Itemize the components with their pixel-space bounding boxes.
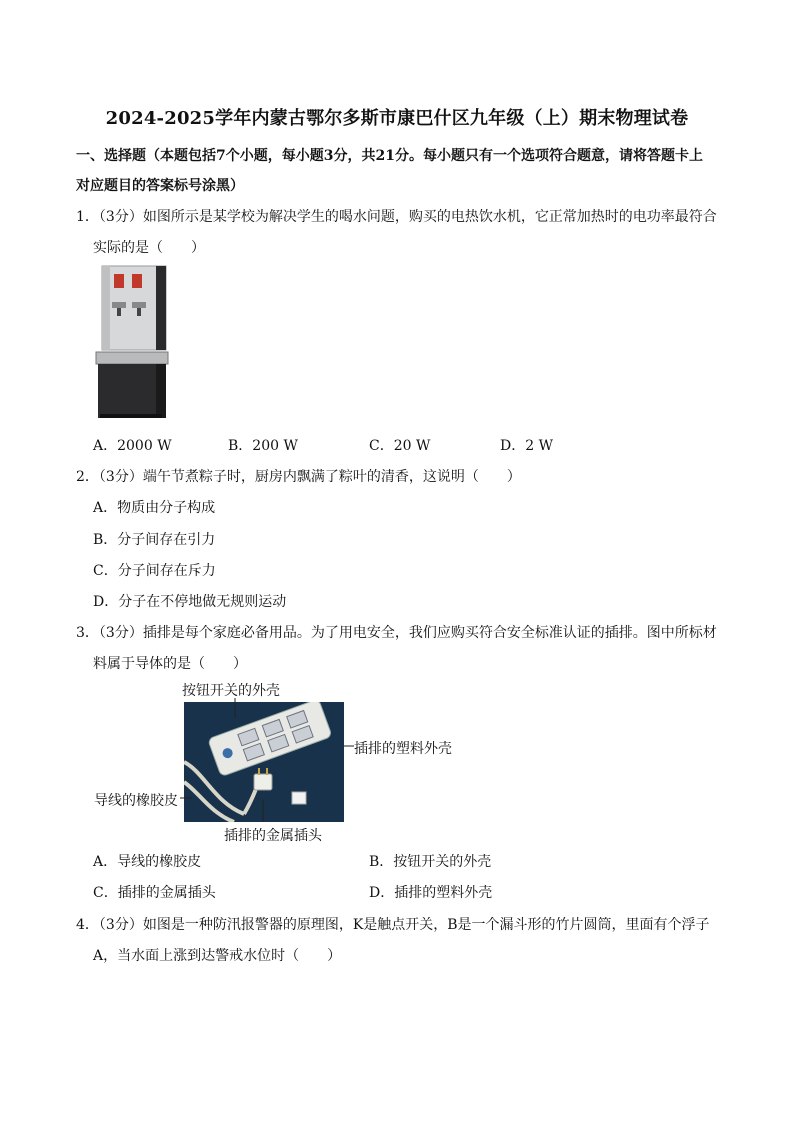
question-2-option-c: C．分子间存在斥力 (93, 563, 216, 579)
question-2-option-a: A．物质由分子构成 (93, 500, 216, 516)
label-plastic-shell: 插排的塑料外壳 (354, 741, 452, 757)
label-metal-plug: 插排的金属插头 (224, 828, 322, 844)
question-3-text-cont: 料属于导体的是（ ） (93, 656, 247, 672)
question-1-text-cont: 实际的是（ ） (93, 240, 205, 256)
question-4-text-cont: A，当水面上涨到达警戒水位时（ ） (93, 948, 342, 964)
leader-lines (180, 694, 360, 834)
label-wire-rubber: 导线的橡胶皮 (94, 793, 178, 809)
question-1-option-d: D．2 W (500, 438, 553, 454)
question-2-option-d: D．分子在不停地做无规则运动 (93, 594, 287, 610)
question-1-text: 1．（3分）如图所示是某学校为解决学生的喝水问题，购买的电热饮水机，它正常加热时的电功率最符合 (76, 209, 717, 225)
question-4-text: 4．（3分）如图是一种防汛报警器的原理图，K是触点开关，B是一个漏斗形的竹片圆筒，里面有个浮子 (76, 917, 710, 933)
question-1-option-a: A．2000 W (93, 438, 172, 454)
label-switch-shell: 按钮开关的外壳 (182, 683, 280, 699)
section-heading-line1: 一、选择题（本题包括7个小题，每小题3分，共21分。每小题只有一个选项符合题意，请将答题卡上 (76, 148, 703, 164)
question-1-option-b: B．200 W (228, 438, 298, 454)
section-heading-line2: 对应题目的答案标号涂黑） (76, 178, 244, 194)
question-3-option-a: A．导线的橡胶皮 (93, 854, 202, 870)
question-3-option-c: C．插排的金属插头 (93, 885, 216, 901)
question-1-option-c: C．20 W (369, 438, 431, 454)
question-2-option-b: B．分子间存在引力 (93, 532, 216, 548)
water-dispenser-image (92, 264, 172, 420)
question-3-option-d: D．插排的塑料外壳 (369, 885, 493, 901)
question-3-option-b: B．按钮开关的外壳 (369, 854, 492, 870)
question-3-text: 3．（3分）插排是每个家庭必备用品。为了用电安全，我们应购买符合安全标准认证的插排。图中所标材 (76, 625, 717, 641)
question-2-text: 2．（3分）端午节煮粽子时，厨房内飘满了粽叶的清香，这说明（ ） (76, 469, 521, 485)
page-title: 2024-2025学年内蒙古鄂尔多斯市康巴什区九年级（上）期末物理试卷 (105, 108, 689, 129)
